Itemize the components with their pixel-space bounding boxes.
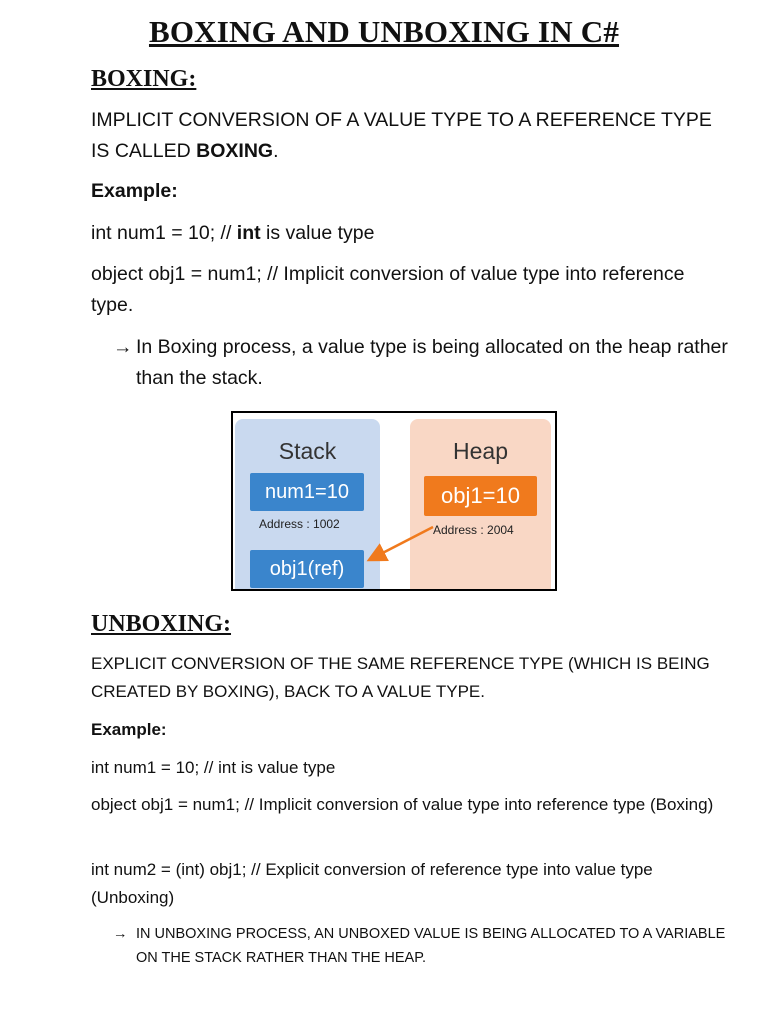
unboxing-heading: UNBOXING: [91, 611, 232, 637]
stack-heap-diagram [231, 411, 557, 591]
code-line-1-keyword: int [236, 222, 261, 244]
obj1-ref-box: obj1(ref) [250, 550, 364, 588]
boxing-heading: BOXING: [91, 66, 197, 92]
arrow-right-icon: → [113, 336, 133, 358]
boxing-code-line-2: object obj1 = num1; // Implicit conversion of value type into reference type. [91, 263, 685, 316]
heap-address: Address : 2004 [433, 523, 514, 537]
unboxing-code-line-3: int num2 = (int) obj1; // Explicit conversion of reference type into value type (Unboxing) [91, 860, 653, 907]
stack-address: Address : 1002 [259, 517, 340, 531]
stack-title: Stack [278, 438, 337, 464]
boxing-note-text: In Boxing process, a value type is being allocated on the heap rather than the stack. [136, 336, 728, 389]
unboxing-code-line-1: int num1 = 10; // int is value type [91, 758, 336, 777]
boxing-definition [91, 105, 731, 167]
num1-value-box: num1=10 [250, 473, 364, 511]
code-line-1-prefix: int num1 = 10; // [91, 222, 237, 244]
boxing-definition-text: IMPLICIT CONVERSION OF A VALUE TYPE TO A REFERENCE TYPE IS CALLED [91, 109, 712, 162]
heap-title: Heap [453, 438, 508, 464]
boxing-definition-bold: BOXING [196, 140, 274, 162]
boxing-code-line-1 [91, 218, 731, 249]
boxing-definition-suffix: . [273, 140, 279, 162]
boxing-note [113, 332, 733, 394]
unboxing-code-line-2: object obj1 = num1; // Implicit conversion of value type into reference type (Boxing) [91, 795, 714, 814]
unboxing-example-label: Example: [91, 720, 167, 739]
obj1-heap-box: obj1=10 [424, 476, 537, 516]
arrow-right-icon: → [113, 926, 128, 942]
boxing-example-label: Example: [91, 180, 178, 202]
reference-arrow [233, 413, 555, 589]
unboxing-definition: EXPLICIT CONVERSION OF THE SAME REFERENCE TYPE (WHICH IS BEING CREATED BY BOXING), BACK TO A VALUE TYPE. [91, 654, 710, 701]
code-line-1-suffix: is value type [260, 222, 375, 244]
page-title: BOXING AND UNBOXING IN C# [148, 14, 620, 49]
unboxing-note-text: IN UNBOXING PROCESS, AN UNBOXED VALUE IS BEING ALLOCATED TO A VARIABLE ON THE STACK RATHER THAN THE HEAP. [136, 926, 726, 966]
unboxing-note [113, 922, 733, 970]
